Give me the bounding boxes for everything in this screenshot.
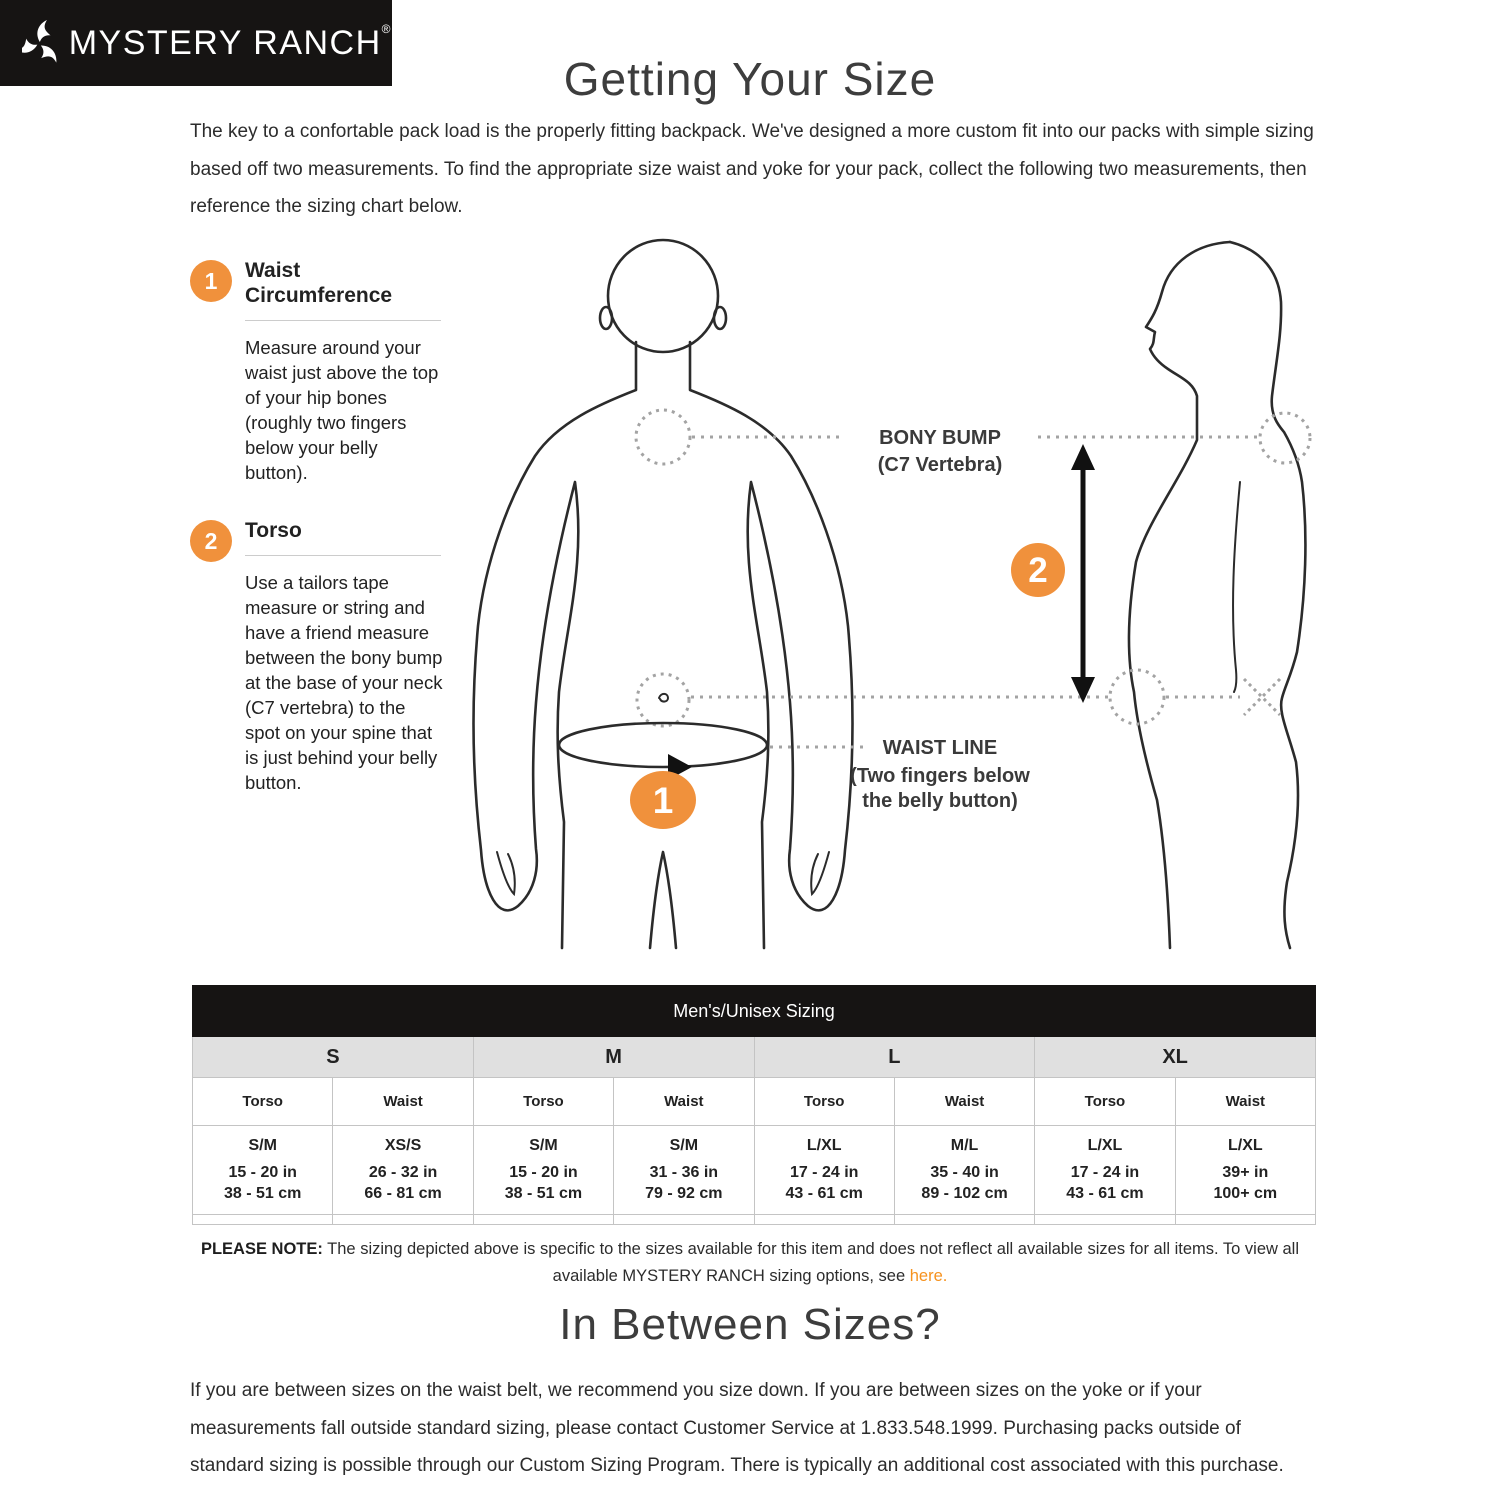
- step-1-description: Measure around your waist just above the top of your hip bones (roughly two fingers below your belly button).: [245, 337, 439, 483]
- step-1-title: Waist Circumference: [245, 259, 393, 307]
- s-torso-cell: S/M 15 - 20 in 38 - 51 cm: [193, 1126, 333, 1215]
- size-group-row: [193, 1037, 1316, 1078]
- page-title: Getting Your Size: [563, 53, 937, 105]
- front-c7-dotted-circle: [636, 410, 690, 464]
- diagram-badge-2: [1011, 543, 1065, 597]
- col-header-torso: Torso: [1035, 1078, 1175, 1126]
- torso-measure-arrow: [1071, 444, 1095, 703]
- svg-text:1: 1: [652, 780, 674, 821]
- col-header-waist: Waist: [894, 1078, 1034, 1126]
- between-sizes-title: In Between Sizes?: [559, 1300, 941, 1349]
- please-note-prefix: PLEASE NOTE:: [200, 1240, 323, 1258]
- step-2-number-badge: 2: [190, 520, 232, 562]
- body-measurement-diagram: [440, 230, 1340, 980]
- column-header-row: [193, 1078, 1316, 1126]
- size-group-l: L: [754, 1037, 1035, 1078]
- col-header-waist: Waist: [614, 1078, 754, 1126]
- sizing-options-link[interactable]: here.: [909, 1267, 948, 1285]
- xl-torso-cell: L/XL 17 - 24 in 43 - 61 cm: [1035, 1126, 1175, 1215]
- step-torso: [190, 518, 445, 795]
- s-waist-cell: XS/S 26 - 32 in 66 - 81 cm: [333, 1126, 473, 1215]
- m-torso-cell: S/M 15 - 20 in 38 - 51 cm: [473, 1126, 613, 1215]
- step-1-number-badge: 1: [190, 260, 232, 302]
- col-header-torso: Torso: [193, 1078, 333, 1126]
- table-title: Men's/Unisex Sizing: [193, 986, 1316, 1037]
- bony-bump-sublabel: (C7 Vertebra): [877, 454, 1003, 476]
- intro-paragraph: The key to a confortable pack load is the properly fitting backpack. We've designed a more custom fit into our packs with simple sizing based off two measurements. To find the appropriate size waist and yoke for your pack, collect the following two measurements, then reference the sizing chart below.: [190, 121, 1314, 217]
- side-body-outline: [1129, 242, 1306, 948]
- size-group-s: S: [193, 1037, 474, 1078]
- col-header-waist: Waist: [1175, 1078, 1315, 1126]
- values-row: [193, 1126, 1316, 1215]
- spine-x-mark: [1244, 679, 1280, 715]
- side-c7-dotted-circle: [1260, 413, 1310, 463]
- svg-text:2: 2: [1028, 551, 1048, 590]
- size-group-xl: XL: [1035, 1037, 1316, 1078]
- col-header-waist: Waist: [333, 1078, 473, 1126]
- waist-line-sublabel-1: (Two fingers below: [850, 765, 1030, 787]
- diagram-badge-1: [630, 771, 696, 829]
- xl-waist-cell: L/XL 39+ in 100+ cm: [1175, 1126, 1315, 1215]
- brand-name: MYSTERY RANCH®: [68, 21, 392, 62]
- size-group-m: M: [473, 1037, 754, 1078]
- waist-line-sublabel-2: the belly button): [862, 790, 1018, 812]
- please-note: [190, 1236, 1310, 1290]
- step-2-description: Use a tailors tape measure or string and have a friend measure between the bony bump at the base of your neck (C7 vertebra) to the spot on your spine that is just behind your belly button.: [245, 572, 443, 793]
- between-sizes-paragraph: If you are between sizes on the waist belt, we recommend you size down. If you are between sizes on the yoke or if your measurements fall outside standard sizing, please contact Customer Service at 1.833.548.1999. Purchasing packs outside of standard sizing is possible through our Custom Sizing Program. There is typically an additional cost associated with this purchase.: [190, 1380, 1284, 1476]
- l-torso-cell: L/XL 17 - 24 in 43 - 61 cm: [754, 1126, 894, 1215]
- waist-line-label: WAIST LINE: [882, 737, 998, 759]
- m-waist-cell: S/M 31 - 36 in 79 - 92 cm: [614, 1126, 754, 1215]
- bony-bump-label: BONY BUMP: [879, 427, 1001, 449]
- waist-measure-ellipse: [559, 723, 767, 767]
- col-header-torso: Torso: [754, 1078, 894, 1126]
- step-2-title: Torso: [245, 519, 302, 542]
- front-body-outline: [474, 240, 853, 948]
- registered-mark: ®: [381, 21, 392, 36]
- l-waist-cell: M/L 35 - 40 in 89 - 102 cm: [894, 1126, 1034, 1215]
- divider: [245, 555, 441, 556]
- spacer-row: [193, 1215, 1316, 1225]
- table-title-row: [193, 986, 1316, 1037]
- divider: [245, 320, 441, 321]
- front-belly-dotted-circle: [637, 674, 689, 726]
- belly-button-spiral: [659, 694, 668, 702]
- sizing-table: [192, 985, 1316, 1225]
- col-header-torso: Torso: [473, 1078, 613, 1126]
- please-note-text: The sizing depicted above is specific to the sizes available for this item and does not reflect all available sizes for all items. To view all available MYSTERY RANCH sizing options, see: [322, 1240, 1300, 1285]
- step-waist-circumference: [190, 258, 445, 485]
